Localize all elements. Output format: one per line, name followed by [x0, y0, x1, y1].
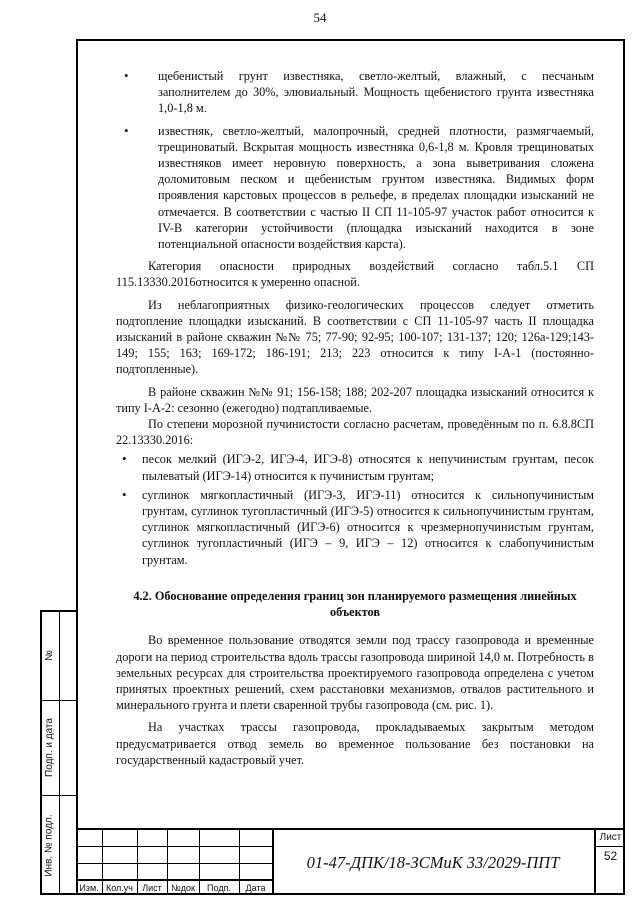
paragraph: На участках трассы газопровода, прокладываемых закрытым методом предусматривается отвод земель во временное пользование без постановки на государственный кадастровый учет. — [116, 720, 594, 767]
paragraph: В районе скважин №№ 91; 156-158; 188; 202-207 площадка изысканий относится к типу I-А-2: сезонно (ежегодно) подтапливаемые. — [116, 384, 594, 415]
soil-layers-list — [116, 68, 594, 252]
paragraph: Из неблагоприятных физико-геологических процессов следует отметить подтопление площадки изысканий. В соответствии с СП 11-105-97 часть II площадка изысканий в районе скважин №№ 75; 77-90; 92-95; 100-107; 131-137; 120; 126а-129;143-149; 155; 163; 169-172; 186-191; 213; 223 относится к типу I-А-1 (постоянно-подтопленные). — [116, 297, 594, 377]
list-item: • суглинок мягкопластичный (ИГЭ-3, ИГЭ-11) относится к сильнопучинистым грунтам, суглинок тугопластичный (ИГЭ-5) относится к сильнопучинистым грунтам, суглинок мягкопластичный (ИГЭ-6) относится к чрезмернопучинистым грунтам, суглинок тугопластичный (ИГЭ – 9, ИГЭ – 12) относится к слабопучинистым грунтам. — [116, 487, 594, 568]
side-stamp-signature-cell — [40, 700, 58, 795]
list-item: • песок мелкий (ИГЭ-2, ИГЭ-4, ИГЭ-8) относятся к непучинистым грунтам, песок пылеватый (ИГЭ-14) относится к пучинистым грунтам; — [116, 451, 594, 483]
header-sheet: Лист — [142, 882, 162, 893]
paragraph: Во временное пользование отводятся земли под трассу газопровода и временные дороги на период строительства вдоль трассы газопровода шириной 14,0 м. Потребность в земельных ресурсах для строительства проектируемого газопровода определена с учетом принятых проектных решений, схем расстановки механизмов, отвалов растительного и минерального грунта и плети сваренной трубы газопровода (см. рис. 1). — [116, 633, 594, 713]
side-stamp-signature-label: Подп. и дата — [43, 718, 55, 777]
header-count: Кол.уч — [106, 882, 133, 893]
list-item: • щебенистый грунт известняка, светло-желтый, влажный, с песчаным заполнителем до 30%, элювиальный. Мощность щебенистого грунта известняка 1,0-1,8 м. — [116, 68, 594, 117]
header-change: Изм. — [79, 882, 99, 893]
section-heading: 4.2. Обоснование определения границ зон планируемого размещения линейных объектов — [133, 588, 577, 620]
page-number: 54 — [313, 10, 327, 25]
side-stamp-inventory-cell — [40, 795, 58, 895]
paragraph: По степени морозной пучинистости согласно расчетам, проведённым по п. 6.8.8СП 22.13330.2016: — [116, 417, 594, 448]
header-doc-number: №док — [171, 882, 195, 893]
list-item: • известняк, светло-желтый, малопрочный, средней плотности, размягчаемый, трещиноватый. Вскрытая мощность известняка 0,6-1,8 м. Кровля трещиноватых известняков имеет неровную поверхность, а зона выветривания сложена доломитовым песком и щебенистым грунтом известняка. Видимых форм проявления карстовых процессов в рельефе, в пределах площадки изысканий не отмечается. В соответствии с частью II СП 11-105-97 участок работ относится к IV-В категории устойчивости (площадка изысканий находится в зоне потенциальной опасности воздействия карста). — [116, 123, 594, 253]
side-stamp-inventory-label: Инв. № подл. — [43, 813, 55, 877]
sheet-label: Лист — [596, 830, 625, 847]
revision-table — [76, 830, 274, 895]
paragraph: Категория опасности природных воздействий согласно табл.5.1 СП 115.13330.2016относится к умеренно опасной. — [116, 259, 594, 290]
side-stamp-number-label: № — [43, 649, 55, 661]
header-signature: Подп. — [207, 882, 231, 893]
document-code: 01-47-ДПК/18-ЗСМиК 33/2029-ППТ — [306, 852, 560, 872]
sheet-number: 52 — [603, 849, 618, 863]
sheet-box — [594, 830, 625, 895]
header-date: Дата — [245, 882, 266, 893]
frost-heave-list — [116, 451, 594, 567]
title-block — [76, 828, 625, 895]
document-body — [116, 68, 594, 768]
side-stamp-number-cell — [40, 610, 58, 700]
